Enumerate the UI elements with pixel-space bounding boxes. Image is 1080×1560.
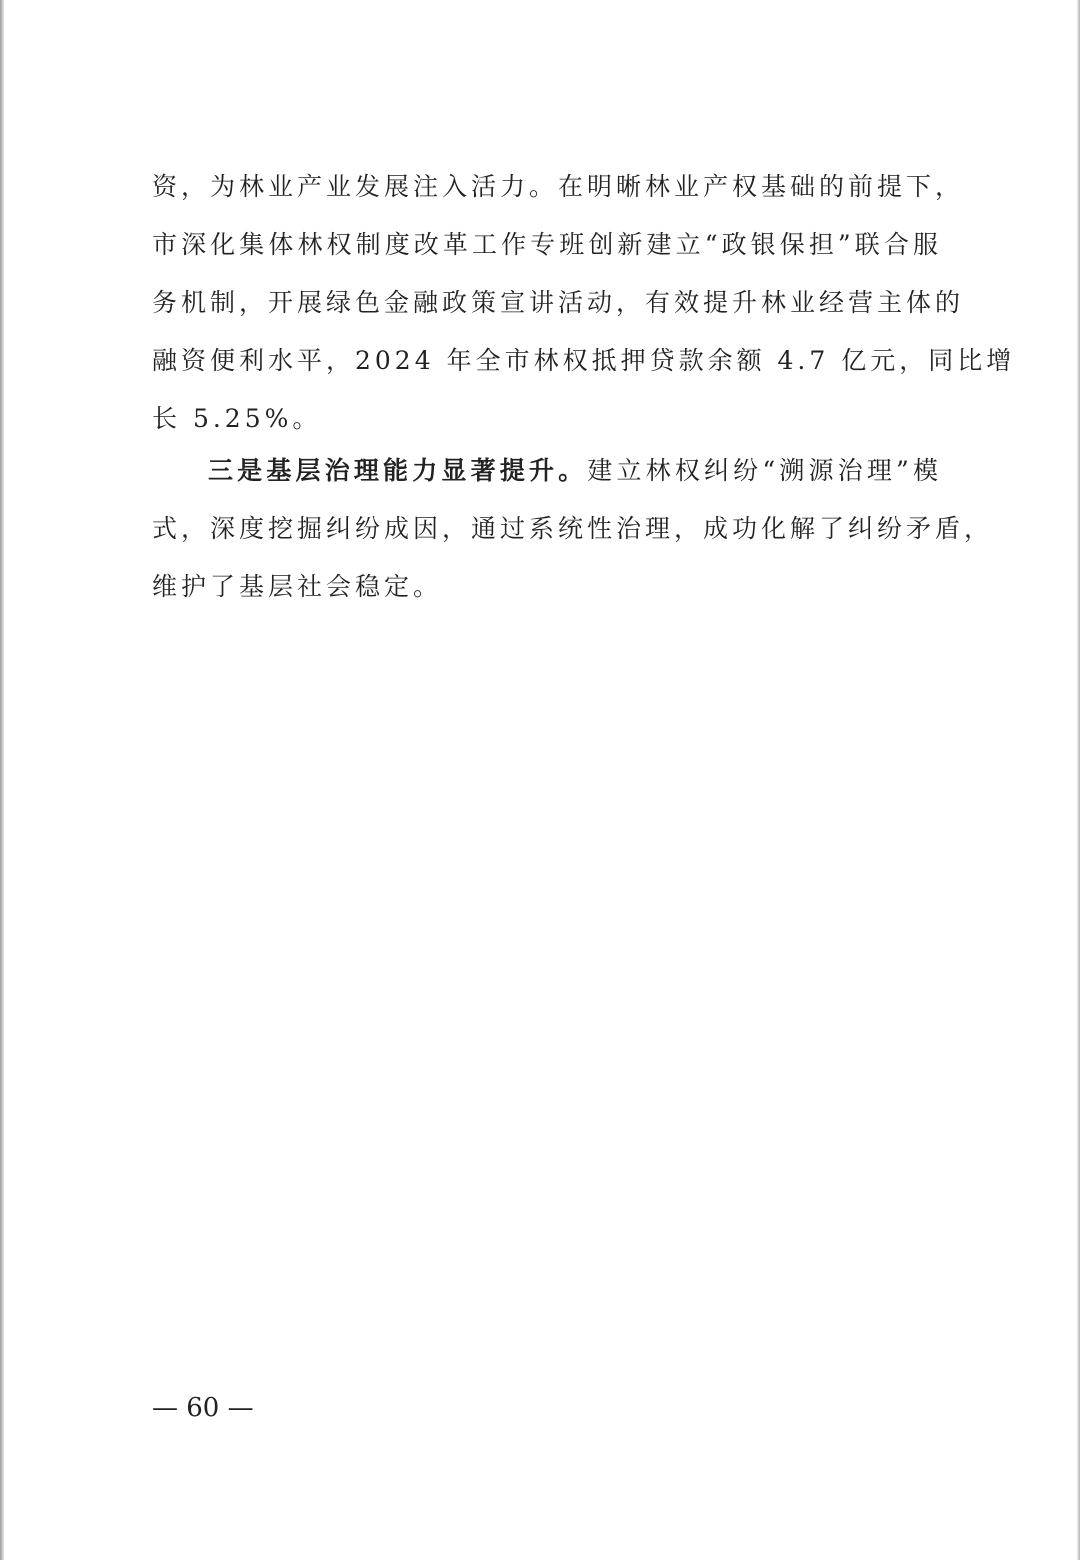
paragraph-1-line-2: 市深化集体林权制度改革工作专班创新建立“政银保担”联合服 [152, 230, 942, 259]
paragraph-1-line-1: 资，为林业产业发展注入活力。在明晰林业产权基础的前提下， [152, 172, 965, 201]
paragraph-1-line-5: 长 5.25%。 [152, 404, 322, 433]
paragraph-2-lead-heading: 三是基层治理能力显著提升。 [208, 456, 588, 485]
paragraph-2-line-3: 维护了基层社会稳定。 [152, 572, 443, 601]
page-number: — 60 — [152, 1393, 254, 1423]
page-edge-left [0, 0, 4, 1560]
paragraph-2-line-2: 式，深度挖掘纠纷成因，通过系统性治理，成功化解了纠纷矛盾， [152, 514, 994, 543]
paragraph-2-line-1-text: 建立林权纠纷“溯源治理”模 [587, 456, 942, 485]
paragraph-1-line-4: 融资便利水平，2024 年全市林权抵押贷款余额 4.7 亿元，同比增 [152, 346, 1016, 375]
paragraph-1-line-3: 务机制，开展绿色金融政策宣讲活动，有效提升林业经营主体的 [152, 288, 965, 317]
paragraph-2-line-1 [152, 442, 942, 500]
paragraph-2 [152, 442, 994, 616]
paragraph-1 [152, 158, 1016, 448]
